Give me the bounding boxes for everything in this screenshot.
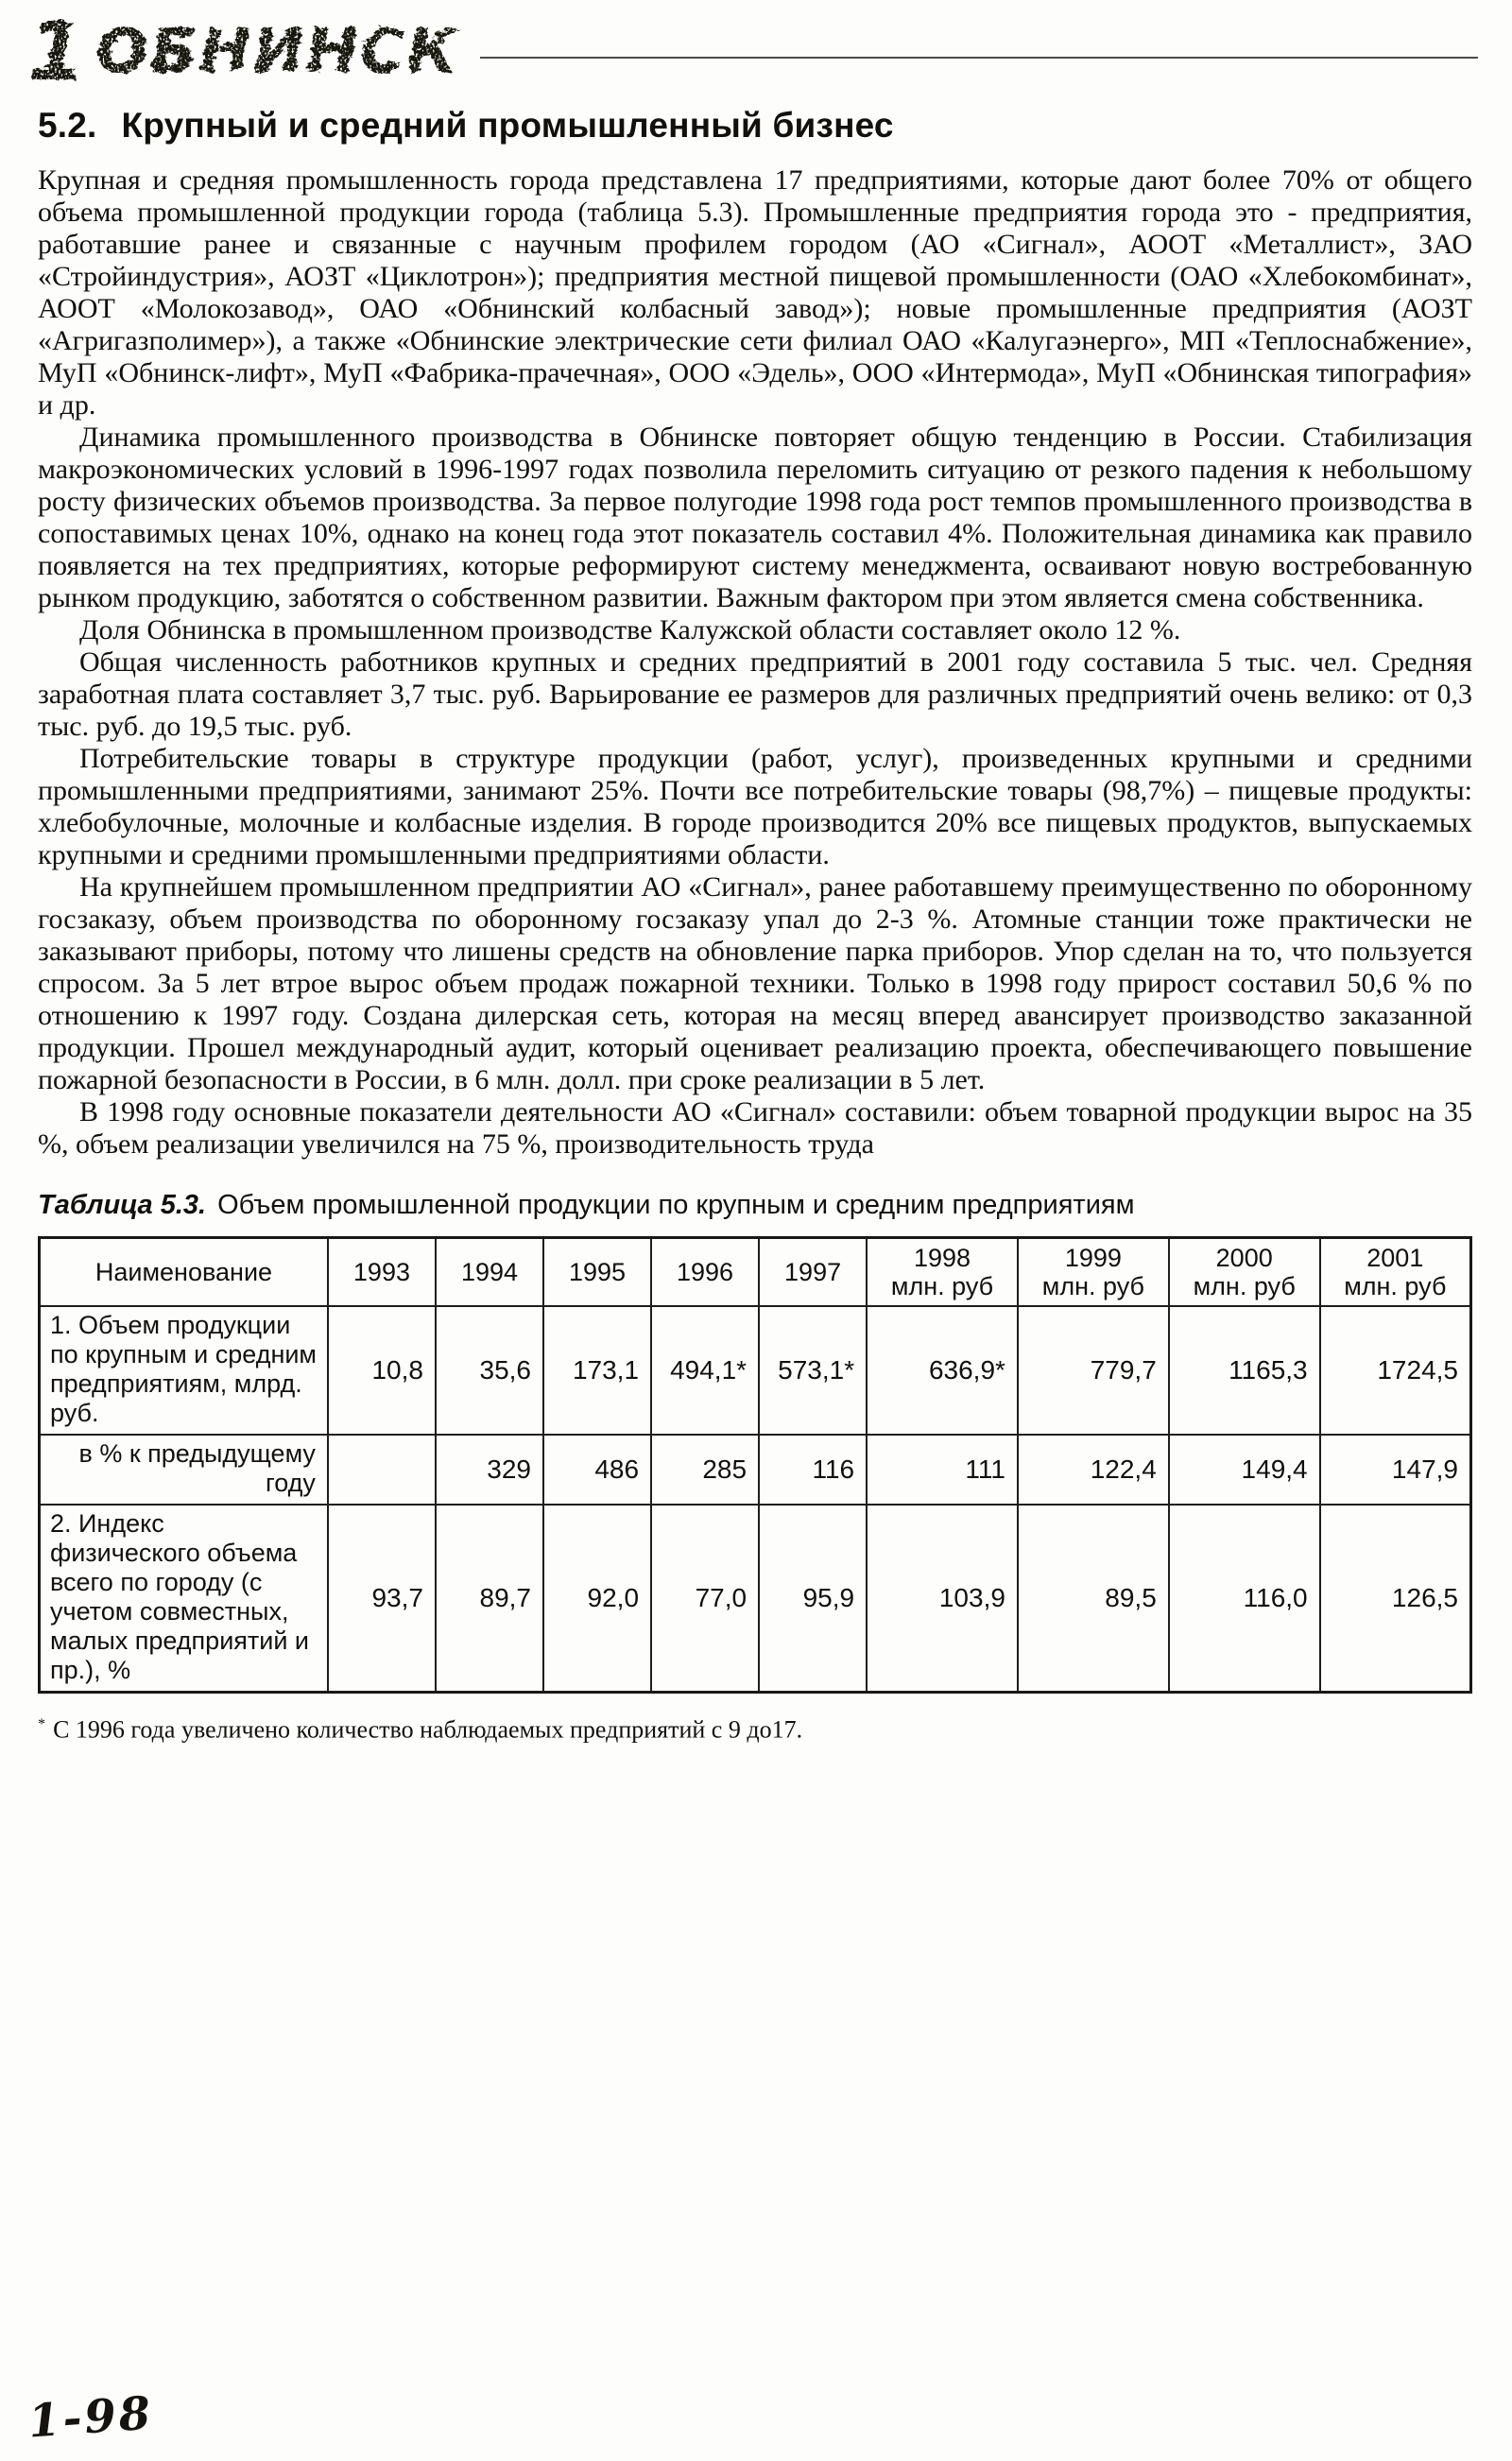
cell-output-2001: 1724,5 (1320, 1306, 1471, 1435)
col-header-2001: 2001 млн. руб (1320, 1238, 1471, 1307)
footnote-text: С 1996 года увеличено количество наблюдаемых предприятий с 9 до17. (53, 1715, 803, 1744)
chapter-number: 1 (28, 5, 85, 95)
table-caption-text: Объем промышленной продукции по крупным и средним предприятиям (217, 1190, 1135, 1220)
cell-percent-1995: 486 (543, 1435, 651, 1505)
col-header-1997: 1997 (759, 1238, 867, 1307)
cell-output-1999: 779,7 (1018, 1306, 1169, 1435)
cell-output-1993: 10,8 (328, 1306, 436, 1435)
paragraph: На крупнейшем промышленном предприятии АО «Сигнал», ранее работавшему преимущественно по оборонному госзаказу, объем производства по оборонному госзаказу упал до 2-3 %. Атомные станции тоже практически не заказывают приборы, потому что лишены средств на обновление парка приборов. Упор сделан на то, что пользуется спросом. За 5 лет втрое вырос объем продаж пожарной техники. Только в 1998 году прирост составил 50,6 % по отношению к 1997 году. Создана дилерская сеть, которая на месяц вперед авансирует производство заказанной продукции. Прошел международный аудит, который оценивает реализацию проекта, обеспечивающего повышение пожарной безопасности в России, в 6 млн. долл. при сроке реализации в 5 лет. (38, 871, 1472, 1095)
chapter-logo-graphic (17, 4, 508, 95)
cell-index-1998: 103,9 (867, 1505, 1018, 1693)
cell-percent-2001: 147,9 (1320, 1435, 1471, 1505)
table-header-row (40, 1238, 1471, 1307)
cell-percent-1998: 111 (867, 1435, 1018, 1505)
section-number: 5.2. (38, 106, 97, 145)
col-header-name: Наименование (40, 1238, 328, 1307)
col-header-1996: 1996 (651, 1238, 759, 1307)
cell-output-1997: 573,1* (759, 1306, 867, 1435)
cell-percent-2000: 149,4 (1169, 1435, 1320, 1505)
cell-percent-1994: 329 (436, 1435, 543, 1505)
cell-output-2000: 1165,3 (1169, 1306, 1320, 1435)
cell-index-1996: 77,0 (651, 1505, 759, 1693)
paragraph: Динамика промышленного производства в Обнинске повторяет общую тенденцию в России. Стабилизация макроэкономических условий в 1996-1997 годах позволила переломить ситуацию от резкого падения к небольшому росту физических объемов производства. За первое полугодие 1998 года рост темпов промышленного производства в сопоставимых ценах 10%, однако на конец года этот показатель составил 4%. Положительная динамика как правило появляется на тех предприятиях, которые реформируют систему менеджмента, осваивают новую востребованную рынком продукцию, заботятся о собственном развитии. Важным фактором при этом является смена собственника. (38, 422, 1472, 613)
header-rule (480, 57, 1478, 59)
page-number: 1-98 (26, 2386, 155, 2449)
cell-output-1995: 173,1 (543, 1306, 651, 1435)
section-title: Крупный и средний промышленный бизнес (121, 106, 894, 145)
row-label: 2. Индекс физического объема всего по городу (с учетом совместных, малых предприятий и пр.), % (40, 1505, 328, 1693)
table-footnote (38, 1711, 1472, 1745)
page-content (38, 106, 1472, 1745)
cell-percent-1997: 116 (759, 1435, 867, 1505)
table-caption (38, 1189, 1472, 1221)
cell-index-1997: 95,9 (759, 1505, 867, 1693)
cell-output-1996: 494,1* (651, 1306, 759, 1435)
col-header-1999: 1999 млн. руб (1018, 1238, 1169, 1307)
paragraph: Общая численность работников крупных и средних предприятий в 2001 году составила 5 тыс. чел. Средняя заработная плата составляет 3,7 тыс. руб. Варьирование ее размеров для различных предприятий очень велико: от 0,3 тыс. руб. до 19,5 тыс. руб. (38, 646, 1472, 742)
col-header-1995: 1995 (543, 1238, 651, 1307)
col-header-1993: 1993 (328, 1238, 436, 1307)
paragraph: Крупная и средняя промышленность города представлена 17 предприятиями, которые дают более 70% от общего объема промышленной продукции города (таблица 5.3). Промышленные предприятия города это - предприятия, работавшие ранее и связанные с научным профилем городом (АО «Сигнал», АООТ «Металлист», ЗАО «Стройиндустрия», АОЗТ «Циклотрон»); предприятия местной пищевой промышленности (ОАО «Хлебокомбинат», АООТ «Молокозавод», ОАО «Обнинский колбасный завод»); новые промышленные предприятия (АОЗТ «Агригазполимер»), а также «Обнинские электрические сети филиал ОАО «Калугаэнерго», МП «Теплоснабжение», МуП «Обнинск-лифт», МуП «Фабрика-прачечная», ООО «Эдель», ООО «Интермода», МуП «Обнинская типография» и др. (38, 164, 1472, 421)
table-caption-label: Таблица 5.3. (38, 1190, 207, 1220)
col-header-2000: 2000 млн. руб (1169, 1238, 1320, 1307)
paragraph: Потребительские товары в структуре продукции (работ, услуг), произведенных крупными и средними промышленными предприятиями, занимают 25%. Почти все потребительские товары (98,7%) – пищевые продукты: хлебобулочные, молочные и колбасные изделия. В городе производится 20% все пищевых продуктов, выпускаемых крупными и средними промышленными предприятиями области. (38, 743, 1472, 870)
paragraph: Доля Обнинска в промышленном производстве Калужской области составляет около 12 %. (79, 614, 1181, 645)
cell-index-2001: 126,5 (1320, 1505, 1471, 1693)
footnote-marker: * (38, 1716, 46, 1732)
paragraph: В 1998 году основные показатели деятельности АО «Сигнал» составили: объем товарной продукции вырос на 35 %, объем реализации увеличился на 75 %, производительность труда (38, 1096, 1472, 1160)
cell-index-1995: 92,0 (543, 1505, 651, 1693)
body-text (38, 164, 1472, 1161)
cell-percent-1996: 285 (651, 1435, 759, 1505)
col-header-1998: 1998 млн. руб (867, 1238, 1018, 1307)
cell-percent-1999: 122,4 (1018, 1435, 1169, 1505)
row-label: 1. Объем продукции по крупным и средним предприятиям, млрд. руб. (40, 1306, 328, 1435)
cell-percent-1993 (328, 1435, 436, 1505)
table-row-physical-index (40, 1505, 1471, 1693)
table-row-percent (40, 1435, 1471, 1505)
cell-index-1994: 89,7 (436, 1505, 543, 1693)
table-row-output (40, 1306, 1471, 1435)
section-heading (38, 106, 1472, 146)
logo-title: ОБНИНСК (96, 17, 460, 87)
cell-index-1999: 89,5 (1018, 1505, 1169, 1693)
cell-output-1994: 35,6 (436, 1306, 543, 1435)
col-header-1994: 1994 (436, 1238, 543, 1307)
industrial-output-table (38, 1236, 1472, 1694)
row-label: в % к предыдущему году (40, 1435, 328, 1505)
cell-index-1993: 93,7 (328, 1505, 436, 1693)
cell-index-2000: 116,0 (1169, 1505, 1320, 1693)
cell-output-1998: 636,9* (867, 1306, 1018, 1435)
chapter-logo (17, 4, 508, 95)
